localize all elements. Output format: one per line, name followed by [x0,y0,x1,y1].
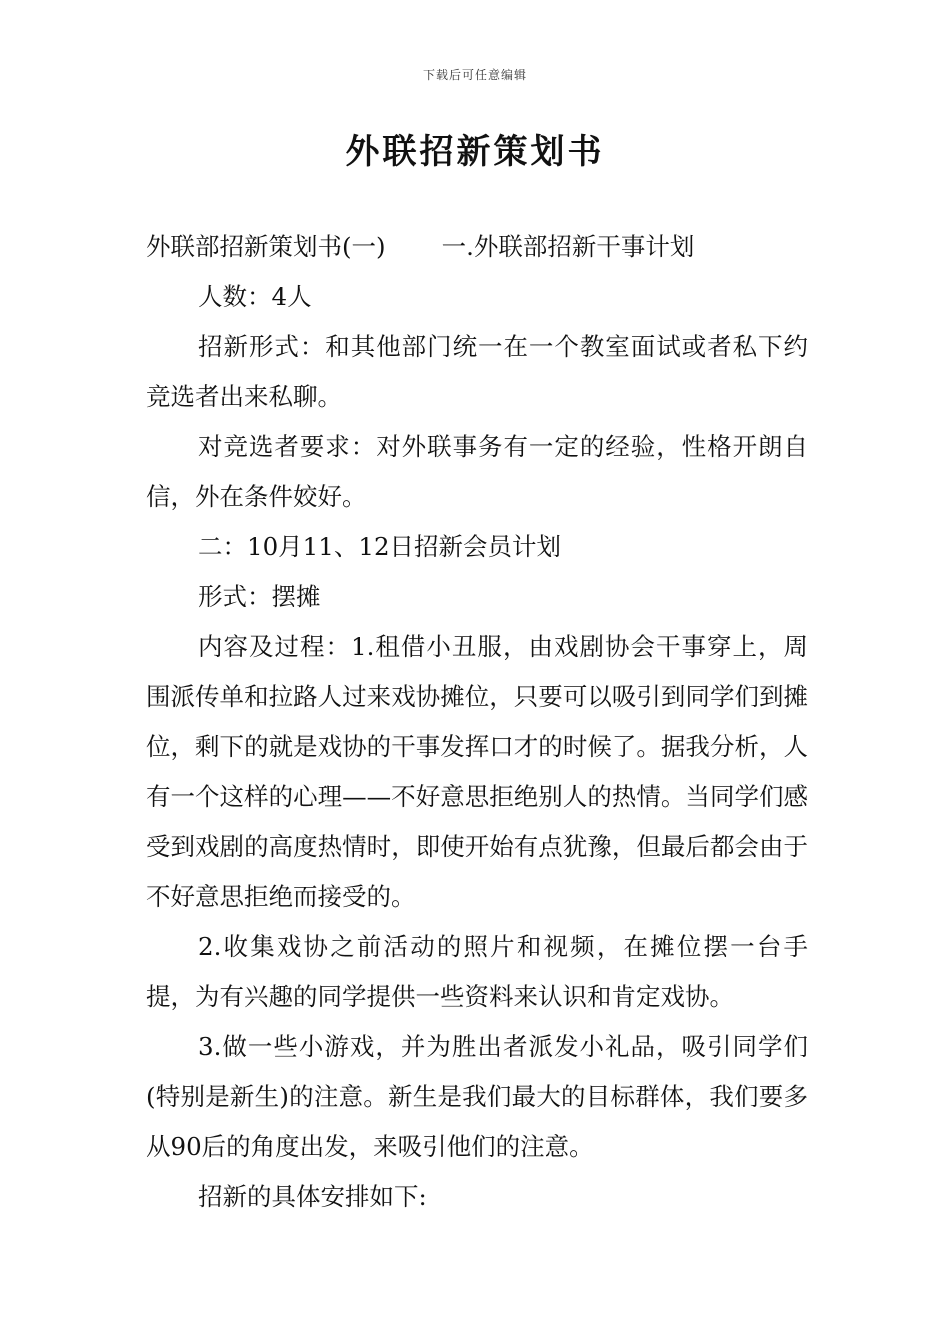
paragraph-collect-media: 2.收集戏协之前活动的照片和视频，在摊位摆一台手提，为有兴趣的同学提供一些资料来认识和肯定戏协。 [146,932,808,1011]
paragraph-headcount: 人数：4人 [198,282,312,311]
paragraph-format-booth: 形式：摆摊 [198,582,321,611]
document-body [146,222,808,1222]
subtitle-right: 一.外联部招新干事计划 [441,232,695,261]
paragraph-content-process: 内容及过程：1.租借小丑服，由戏剧协会干事穿上，周围派传单和拉路人过来戏协摊位，只要可以吸引到同学们到摊位，剩下的就是戏协的干事发挥口才的时候了。据我分析，人有一个这样的心理——不好意思拒绝别人的热情。当同学们感受到戏剧的高度热情时，即使开始有点犹豫，但最后都会由于不好意思拒绝而接受的。 [146,632,808,911]
subtitle-left: 外联部招新策划书(一) [146,232,386,261]
subtitle-line [146,222,808,272]
paragraph-mini-games: 3.做一些小游戏，并为胜出者派发小礼品，吸引同学们(特别是新生)的注意。新生是我们最大的目标群体，我们要多从90后的角度出发，来吸引他们的注意。 [146,1032,808,1161]
paragraph-recruit-format: 招新形式：和其他部门统一在一个教室面试或者私下约竞选者出来私聊。 [146,332,808,411]
document-title: 外联招新策划书 [345,132,605,172]
paragraph-candidate-requirements: 对竞选者要求：对外联事务有一定的经验，性格开朗自信，外在条件姣好。 [146,432,808,511]
paragraph-schedule-intro: 招新的具体安排如下: [198,1182,427,1211]
paragraph-member-plan-heading: 二：10月11、12日招新会员计划 [198,532,562,561]
header-note: 下载后可任意编辑 [422,68,527,82]
